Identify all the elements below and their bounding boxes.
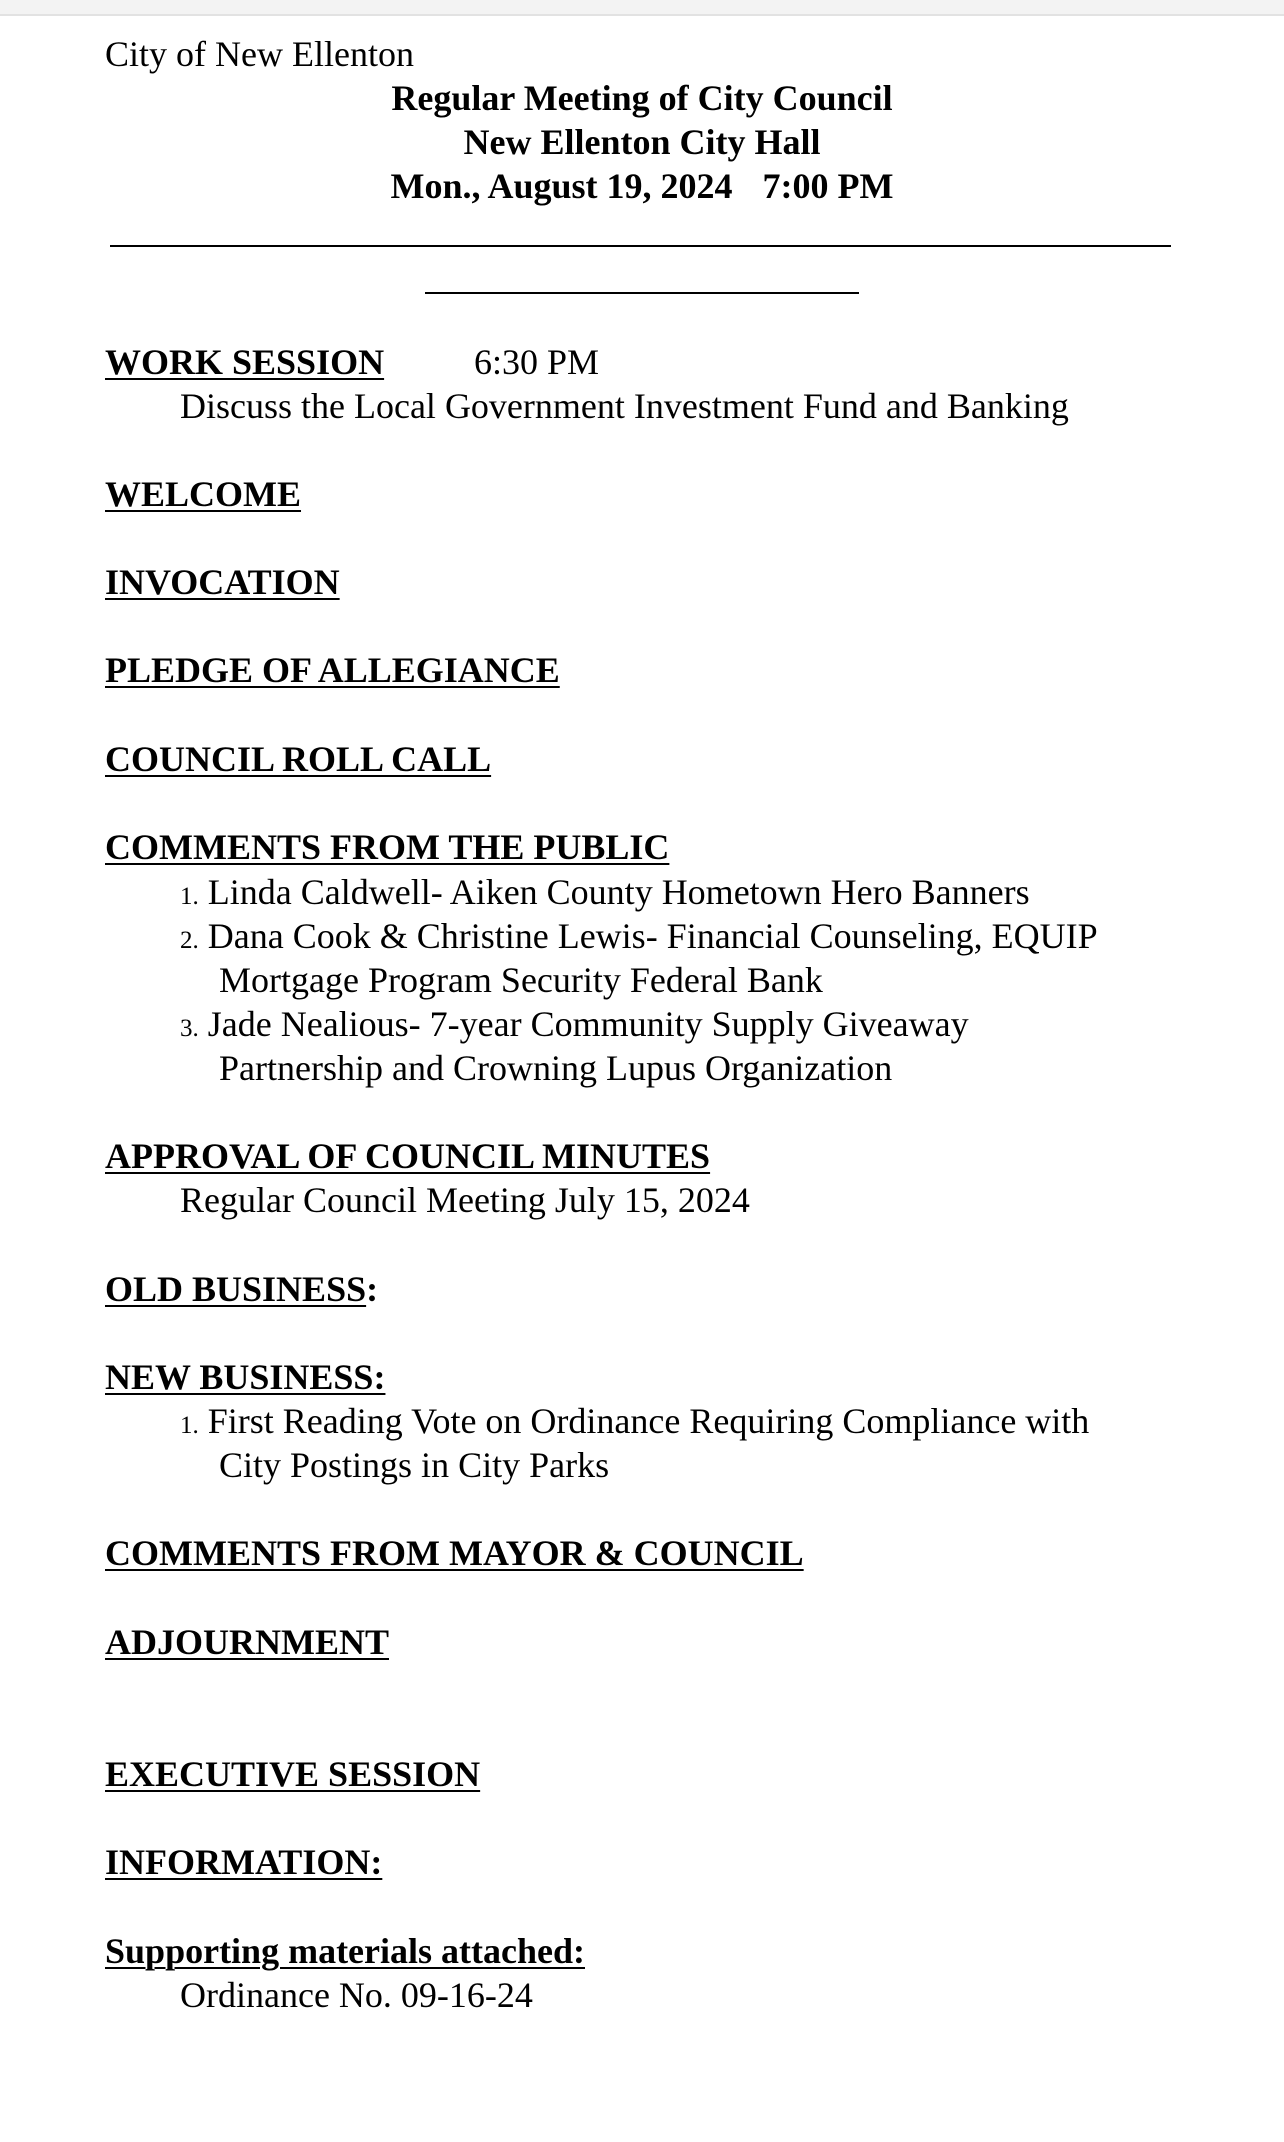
list-item-text: Linda Caldwell- Aiken County Hometown Hero Banners: [207, 872, 1030, 912]
meeting-location: New Ellenton City Hall: [463, 122, 821, 162]
public-comments-heading: COMMENTS FROM THE PUBLIC: [105, 827, 670, 867]
meeting-datetime: [0, 164, 1284, 208]
meeting-date: Mon., August 19, 2024: [390, 166, 733, 206]
new-business-heading: NEW BUSINESS:: [105, 1357, 386, 1397]
meeting-title: Regular Meeting of City Council: [391, 78, 893, 118]
list-number: 1.: [180, 883, 199, 910]
old-business-label: OLD BUSINESS: [105, 1269, 367, 1309]
roll-call-heading: COUNCIL ROLL CALL: [105, 739, 492, 779]
header-divider-long: [110, 245, 1171, 247]
public-comment-item: [180, 1002, 969, 1051]
list-item-text: Jade Nealious- 7-year Community Supply Giveaway: [207, 1004, 969, 1044]
list-item-text: First Reading Vote on Ordinance Requiring Compliance with: [207, 1401, 1090, 1441]
supporting-materials-item: Ordinance No. 09-16-24: [180, 1975, 533, 2015]
supporting-materials-heading: Supporting materials attached:: [105, 1931, 585, 1971]
list-item-continuation: Partnership and Crowning Lupus Organization: [219, 1048, 893, 1088]
adjournment-heading: ADJOURNMENT: [105, 1622, 389, 1662]
work-session-time: 6:30 PM: [474, 342, 600, 382]
top-browser-strip: [0, 0, 1284, 16]
list-item-text: Dana Cook & Christine Lewis- Financial Counseling, EQUIP: [207, 916, 1098, 956]
list-item-continuation: Mortgage Program Security Federal Bank: [219, 960, 823, 1000]
work-session-heading: WORK SESSION: [105, 342, 385, 382]
list-number: 3.: [180, 1015, 199, 1042]
public-comment-item: [180, 914, 1098, 963]
meeting-time: 7:00 PM: [762, 166, 894, 206]
executive-session-heading: EXECUTIVE SESSION: [105, 1754, 481, 1794]
city-name: City of New Ellenton: [105, 34, 414, 74]
public-comment-item: [180, 870, 1030, 919]
header-divider-short: [425, 292, 859, 294]
list-number: 1.: [180, 1412, 199, 1439]
list-item-continuation: City Postings in City Parks: [219, 1445, 610, 1485]
old-business-heading: [105, 1267, 378, 1311]
information-heading: INFORMATION:: [105, 1842, 383, 1882]
pledge-heading: PLEDGE OF ALLEGIANCE: [105, 650, 560, 690]
mayor-comments-heading: COMMENTS FROM MAYOR & COUNCIL: [105, 1533, 804, 1573]
welcome-heading: WELCOME: [105, 474, 302, 514]
new-business-item: [180, 1399, 1089, 1448]
minutes-item: Regular Council Meeting July 15, 2024: [180, 1180, 750, 1220]
old-business-colon: :: [366, 1269, 379, 1309]
minutes-heading: APPROVAL OF COUNCIL MINUTES: [105, 1136, 711, 1176]
list-number: 2.: [180, 927, 199, 954]
work-session-item: Discuss the Local Government Investment Fund and Banking: [180, 386, 1069, 426]
invocation-heading: INVOCATION: [105, 562, 340, 602]
